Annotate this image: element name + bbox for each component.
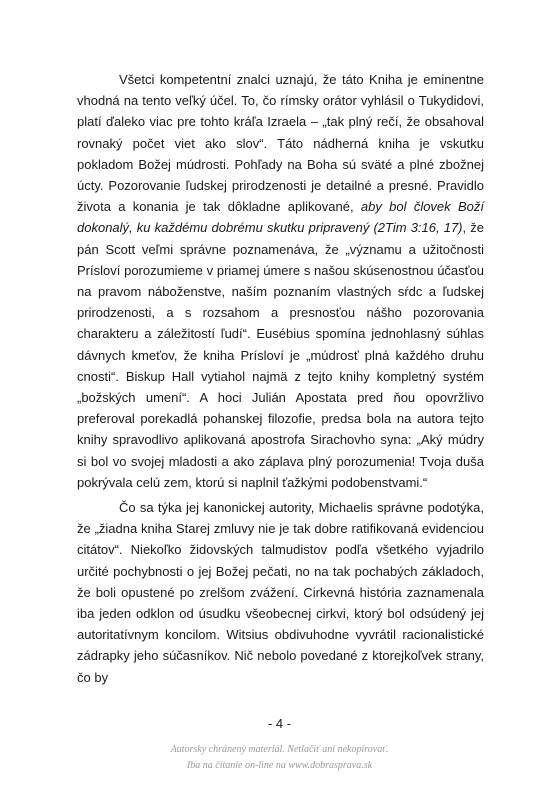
document-body bbox=[77, 69, 484, 688]
bible-quote: aby bol človek Boží dokonalý, ku každému dobrému skutku pripravený (2Tim 3:16, 17) bbox=[77, 199, 484, 236]
paragraph-text: , že pán Scott veľmi správne poznamenáva, že „významu a užitočnosti Prísloví porozumieme v priamej úmere s našou skúsenostnou účasťou na pravom náboženstve, naším poznaním vlastných sŕdc a ľudskej prirodzenosti, a s rozsahom a presnosťou nášho pozorovania charakteru a záležitostí ľudí“. Eusébius spomína jednohlasný súhlas dávnych kmeťov, že kniha Prísloví je „múdrosť plná každého druhu cnosti“. Biskup Hall vytiahol najmä z tejto knihy kompletný systém „božských umení“. A hoci Julián Apostata pred ňou opovržlivo preferoval porekadlá pohanskej filozofie, predsa bola na autora tejto knihy spravodlivo aplikovaná apostrofa Sirachovho syna: „Aký múdry si bol vo svojej mladosti a ako záplava plný porozumenia! Tvoja duša pokrývala celú zem, ktorú si naplnil ťažkými podobenstvami.“ bbox=[77, 220, 484, 490]
footer-line: Autorsky chránený materiál. Netlačiť ani nekopírovať. bbox=[170, 744, 389, 755]
paragraph bbox=[77, 69, 484, 493]
paragraph-text: Všetci kompetentní znalci uznajú, že táto Kniha je eminentne vhodná na tento veľký účel. To, čo rímsky orátor vyhlásil o Tukydidovi, platí ďaleko viac pre tohto kráľa Izraela – „tak plný rečí, že obsahoval rovnaký počet viet ako slov“. Táto nádherná kniha je vskutku pokladom Božej múdrosti. Pohľady na Boha sú sväté a plné zbožnej úcty. Pozorovanie ľudskej prirodzenosti je detailné a presné. Pravidlo života a konania je tak dôkladne aplikované, bbox=[77, 72, 484, 215]
footer-line: Iba na čítanie on-line na www.dobraspravа.sk bbox=[186, 760, 373, 771]
page-number: - 4 - bbox=[267, 716, 292, 731]
copyright-footer bbox=[0, 742, 559, 774]
paragraph: Čo sa týka jej kanonickej autority, Michaelis správne podotýka, že „žiadna kniha Starej zmluvy nie je tak dobre ratifikovaná evidenciou citátov“. Niekoľko židovských talmudistov podľa všetkého vyjadrilo určité pochybnosti o jej Božej pečati, no na tak pochabých základoch, že boli opustené po zrelšom zvážení. Cirkevná história zaznamenala iba jeden odklon od úsudku všeobecnej cirkvi, ktorý bol odsúdený jej autoritatívnym koncilom. Witsius obdivuhodne vyvrátil racionalistické zádrapky jeho súčasníkov. Nič nebolo povedané z ktorejkoľvek strany, čo by bbox=[77, 500, 484, 685]
